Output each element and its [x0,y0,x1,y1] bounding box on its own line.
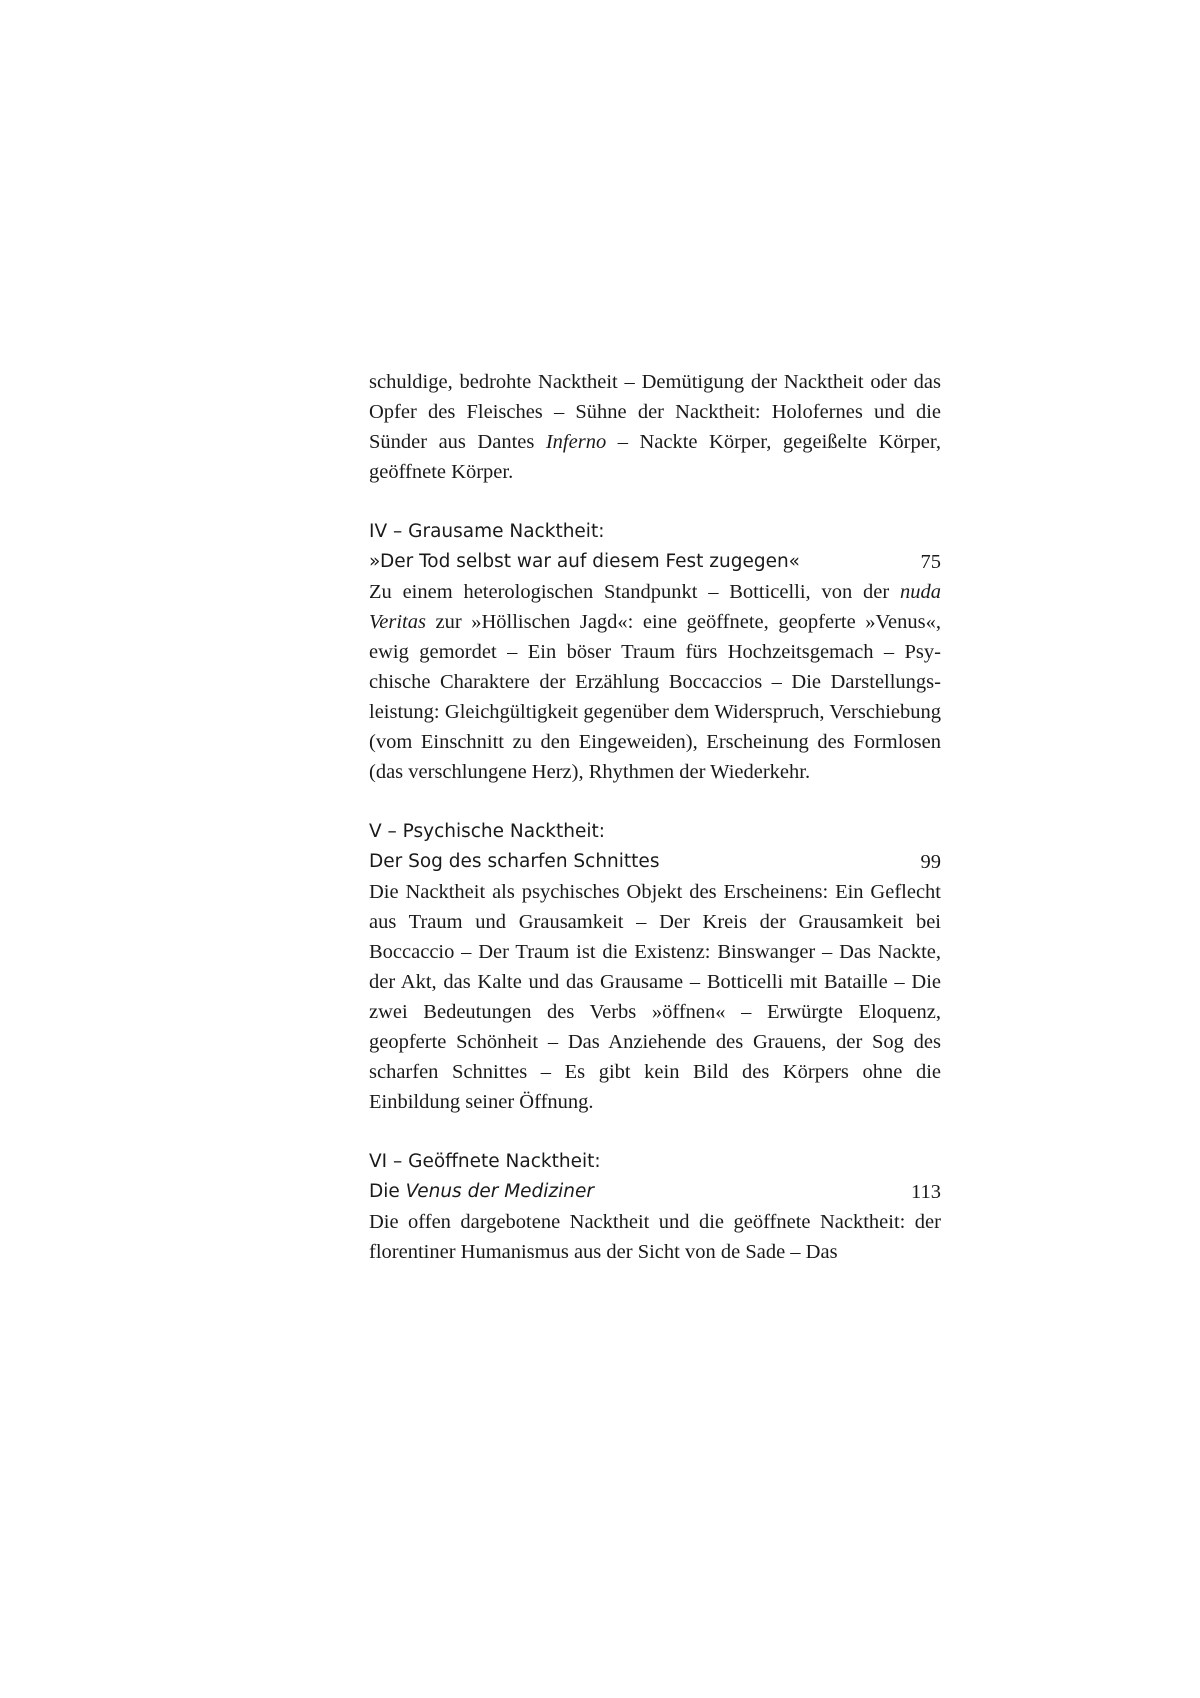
intro-text: schuldige, bedrohte Nacktheit – Demütigung der Nacktheit oder das Opfer des Fleisches – Sühne der Nacktheit: Holofernes und die Sünder aus Dantes [369,371,941,453]
intro-italic-title: Inferno [545,431,607,453]
intro-text-end: – Nackte Körper, gegeißelte Körper, geöffnete Körper. [369,431,941,483]
chapter-heading-line2 [369,547,941,577]
chapter-heading-line1: IV – Grausame Nacktheit: [369,521,605,542]
chapter-entry-v [369,817,941,1117]
chapter-heading-line2 [369,1177,941,1207]
page-number: 99 [920,851,941,873]
chapter-summary: Zu einem heterologischen Standpunkt – Botticelli, von der nuda Veritas zur »Höllischen Jagd«: eine geöffnete, geopferte »Venus«, ewig gemordet – Ein böser Traum fürs Hochzeitsgemach – Psychische Charaktere der Erzählung Boccaccios – Die Darstellungsleistung: Gleichgültigkeit gegenüber dem Widerspruch, Verschiebung (vom Einschnitt zu den Eingeweiden), Erscheinung des Formlosen (das verschlungene Herz), Rhythmen der Wiederkehr. [369,581,941,783]
page-number: 75 [920,551,941,573]
page-number: 113 [911,1181,941,1203]
italic-term: nuda Veritas [369,581,941,633]
intro-paragraph [369,367,941,487]
chapter-summary: Die offen dargebotene Nacktheit und die geöffnete Nacktheit: der florentiner Humanismus aus der Sicht von de Sade – Das [369,1211,941,1263]
chapter-subtitle: »Der Tod selbst war auf diesem Fest zugegen« [369,551,800,572]
italic-title: Venus der Mediziner [405,1181,594,1202]
chapter-entry-iv [369,517,941,787]
chapter-heading-line1: VI – Geöffnete Nacktheit: [369,1151,601,1172]
chapter-summary: Die Nacktheit als psychisches Objekt des Erscheinens: Ein Geflecht aus Traum und Grausamkeit – Der Kreis der Grausamkeit bei Boccaccio – Der Traum ist die Existenz: Binswanger – Das Nackte, der Akt, das Kalte und das Grausame – Botticelli mit Bataille – Die zwei Bedeutungen des Verbs »öffnen« – Erwürgte Eloquenz, geopferte Schönheit – Das Anziehende des Grauens, der Sog des scharfen Schnittes – Es gibt kein Bild des Körpers ohne die Einbildung seiner Öffnung. [369,881,941,1113]
chapter-heading-line1: V – Psychische Nacktheit: [369,821,605,842]
chapter-entry-vi [369,1147,941,1267]
table-of-contents [369,367,941,1267]
chapter-heading-line2 [369,847,941,877]
chapter-subtitle: Der Sog des scharfen Schnittes [369,851,660,872]
chapter-subtitle: Die Venus der Mediziner [369,1181,594,1202]
